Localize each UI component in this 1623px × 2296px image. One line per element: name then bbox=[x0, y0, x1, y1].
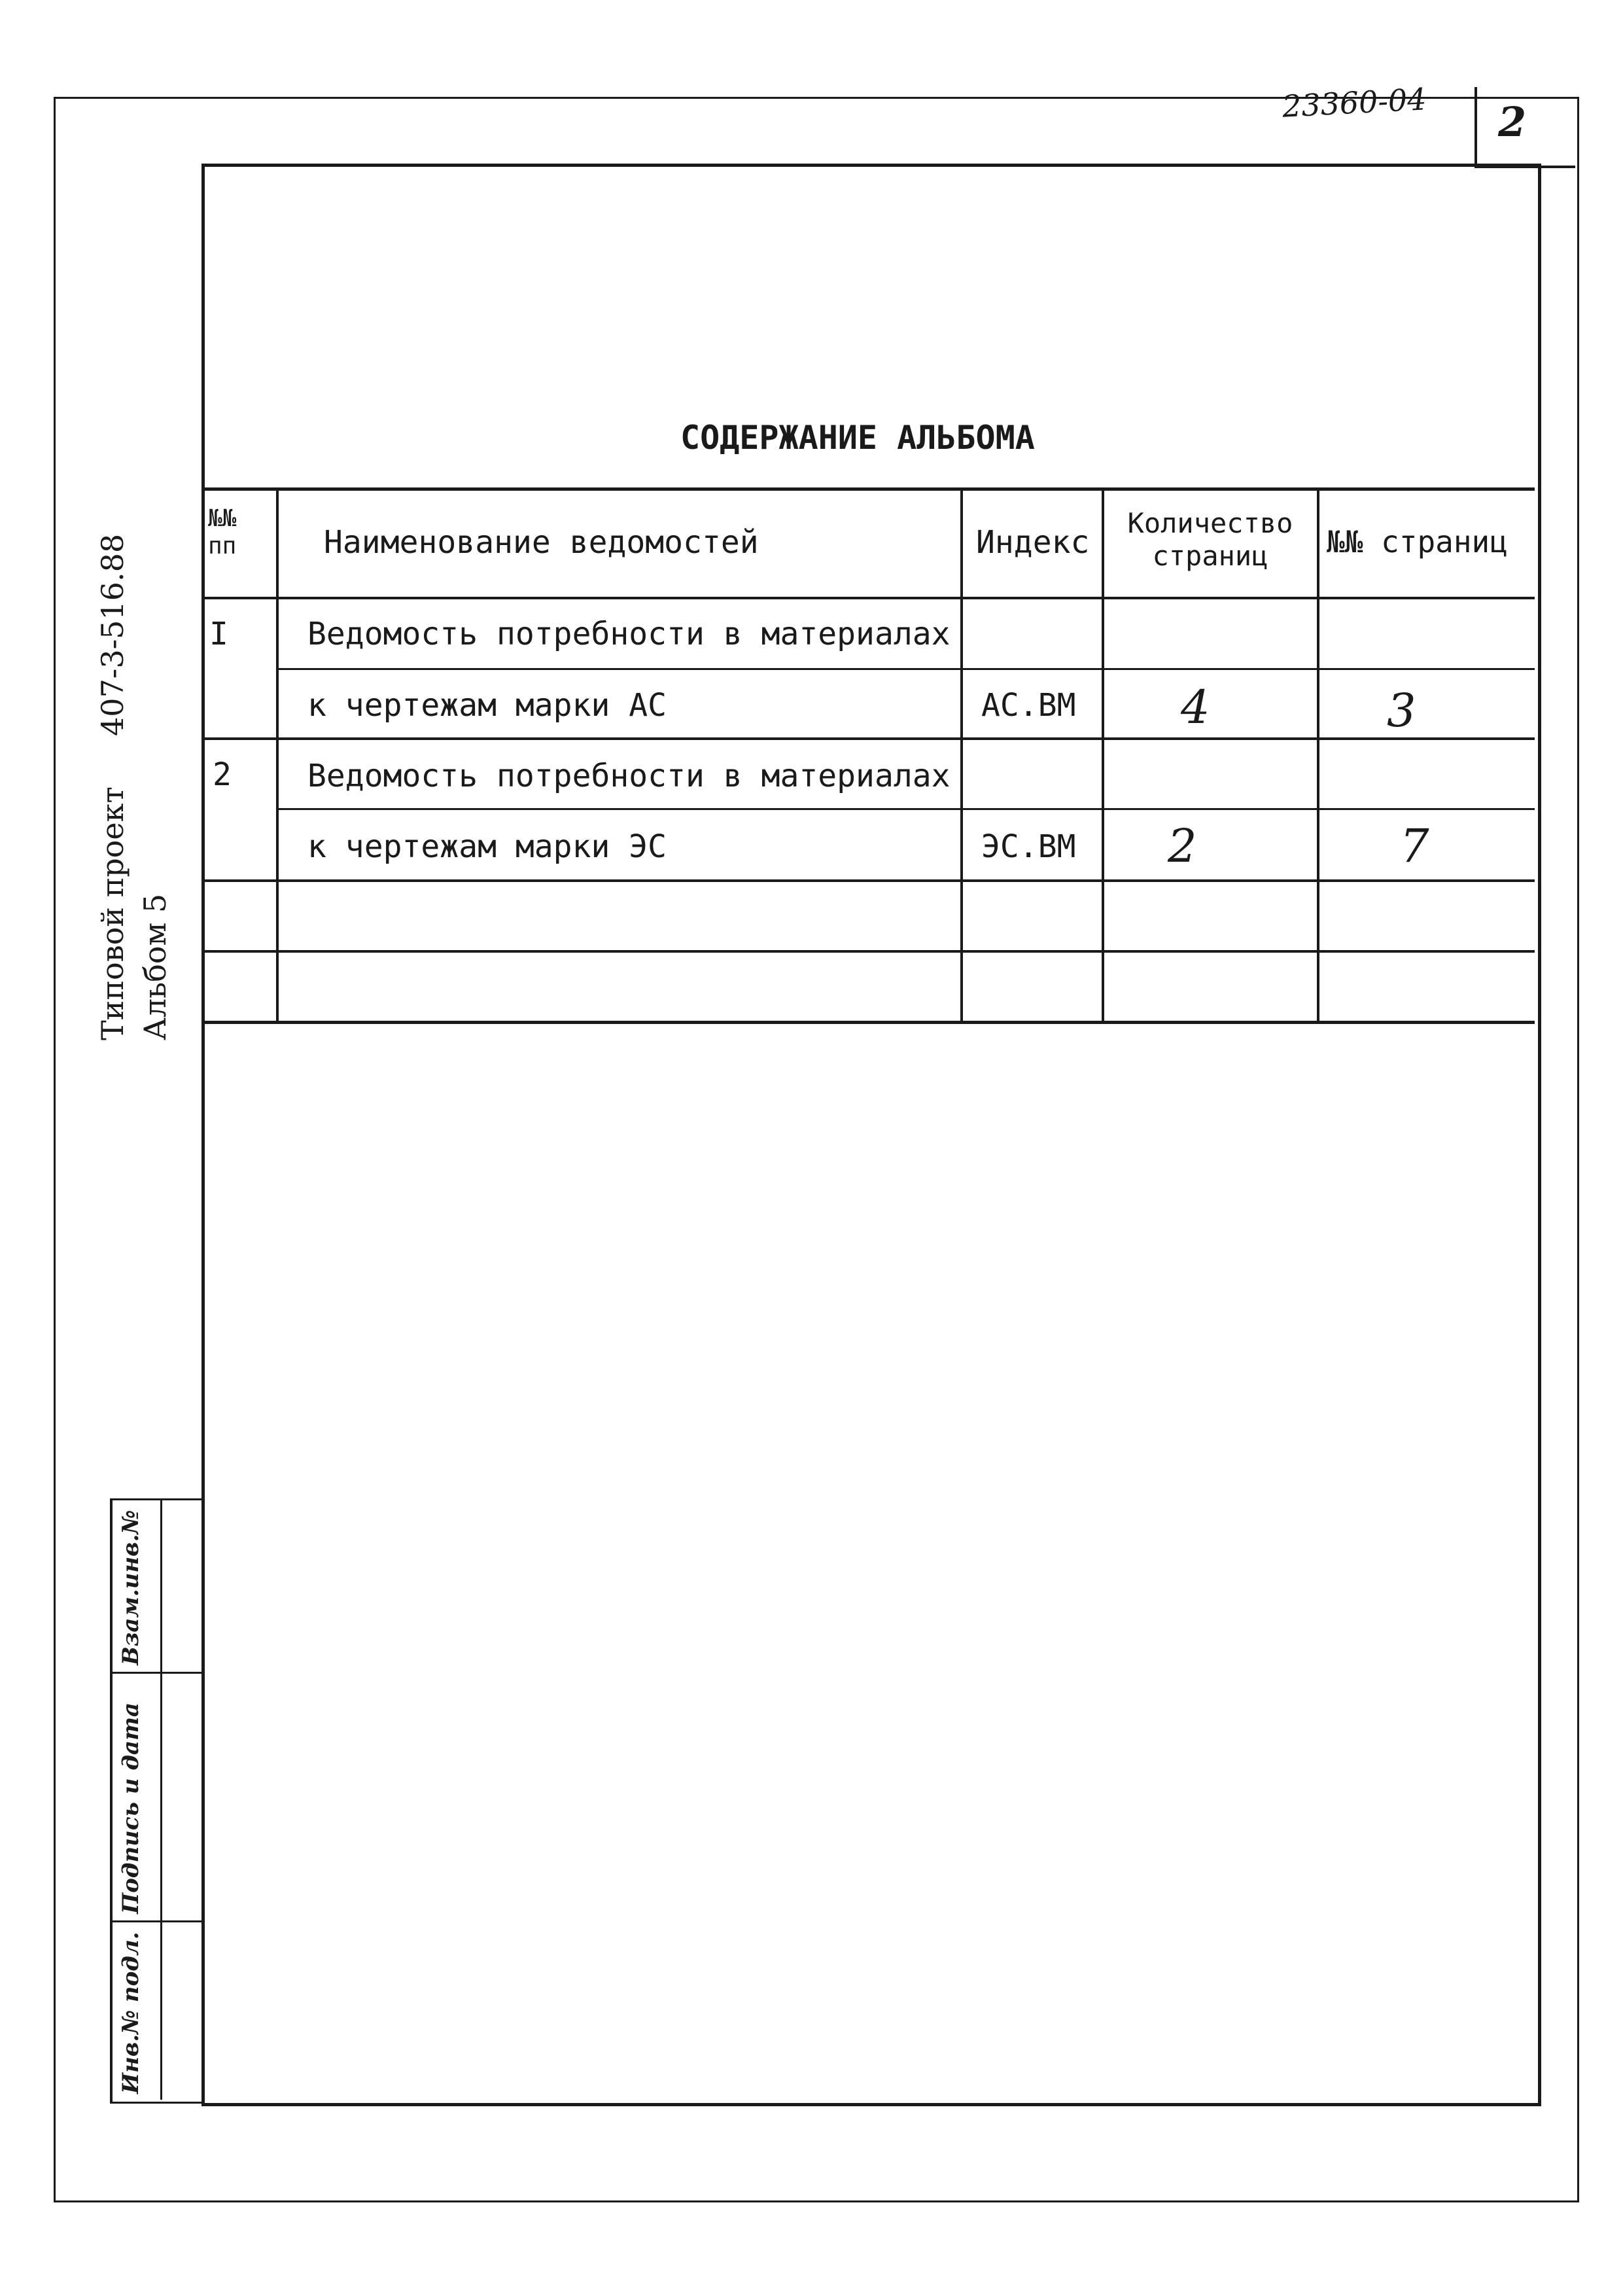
side-project-code: 407-3-516.88 bbox=[95, 533, 130, 736]
side-project-label: Типовой проект bbox=[95, 786, 130, 1040]
stamp-row-line bbox=[110, 1672, 201, 1674]
row-3-name: Ведомость потребности в материалах bbox=[307, 758, 951, 794]
row-2-count: 4 bbox=[1181, 680, 1210, 734]
row-line bbox=[201, 950, 1535, 953]
stamp-row-line bbox=[110, 1920, 201, 1922]
row-4-index: ЭС.ВМ bbox=[981, 828, 1076, 865]
header-pages: №№ страниц bbox=[1327, 524, 1508, 559]
stamp-field-3: Инв.№ подл. bbox=[118, 1932, 144, 2094]
row-line bbox=[276, 808, 1535, 810]
row-2-name: к чертежам марки АС bbox=[307, 687, 667, 724]
table-bottom-line bbox=[201, 1021, 1535, 1024]
row-4-pages: 7 bbox=[1400, 819, 1429, 873]
row-1-num: I bbox=[209, 616, 228, 652]
row-line bbox=[201, 879, 1535, 882]
column-line bbox=[1102, 487, 1104, 1024]
header-name: Наименование ведомостей bbox=[324, 524, 759, 561]
row-2-index: АС.ВМ bbox=[981, 687, 1076, 724]
page-title: СОДЕРЖАНИЕ АЛЬБОМА bbox=[680, 419, 1035, 457]
column-line bbox=[276, 487, 279, 1024]
row-3-num: 2 bbox=[213, 756, 232, 793]
header-bottom-line bbox=[201, 597, 1535, 599]
row-2-pages: 3 bbox=[1387, 684, 1416, 737]
stamp-field-2: Подпись и дата bbox=[118, 1702, 144, 1914]
doc-number: 23360-04 bbox=[1281, 81, 1427, 124]
page-number: 2 bbox=[1498, 98, 1527, 146]
table-top-line bbox=[201, 487, 1535, 491]
side-album: Альбом 5 bbox=[137, 893, 173, 1040]
stamp-field-1: Взам.инв.№ bbox=[118, 1510, 144, 1665]
row-line bbox=[276, 668, 1535, 670]
column-line bbox=[960, 487, 963, 1024]
stamp-divider bbox=[160, 1498, 162, 2100]
row-1-name: Ведомость потребности в материалах bbox=[307, 616, 951, 652]
row-line bbox=[201, 737, 1535, 740]
header-num: №№ пп bbox=[208, 505, 237, 559]
row-4-count: 2 bbox=[1168, 819, 1197, 873]
row-4-name: к чертежам марки ЭС bbox=[307, 828, 667, 865]
header-count: Количество страниц bbox=[1127, 507, 1293, 572]
header-index: Индекс bbox=[976, 524, 1090, 561]
column-line bbox=[1317, 487, 1319, 1024]
